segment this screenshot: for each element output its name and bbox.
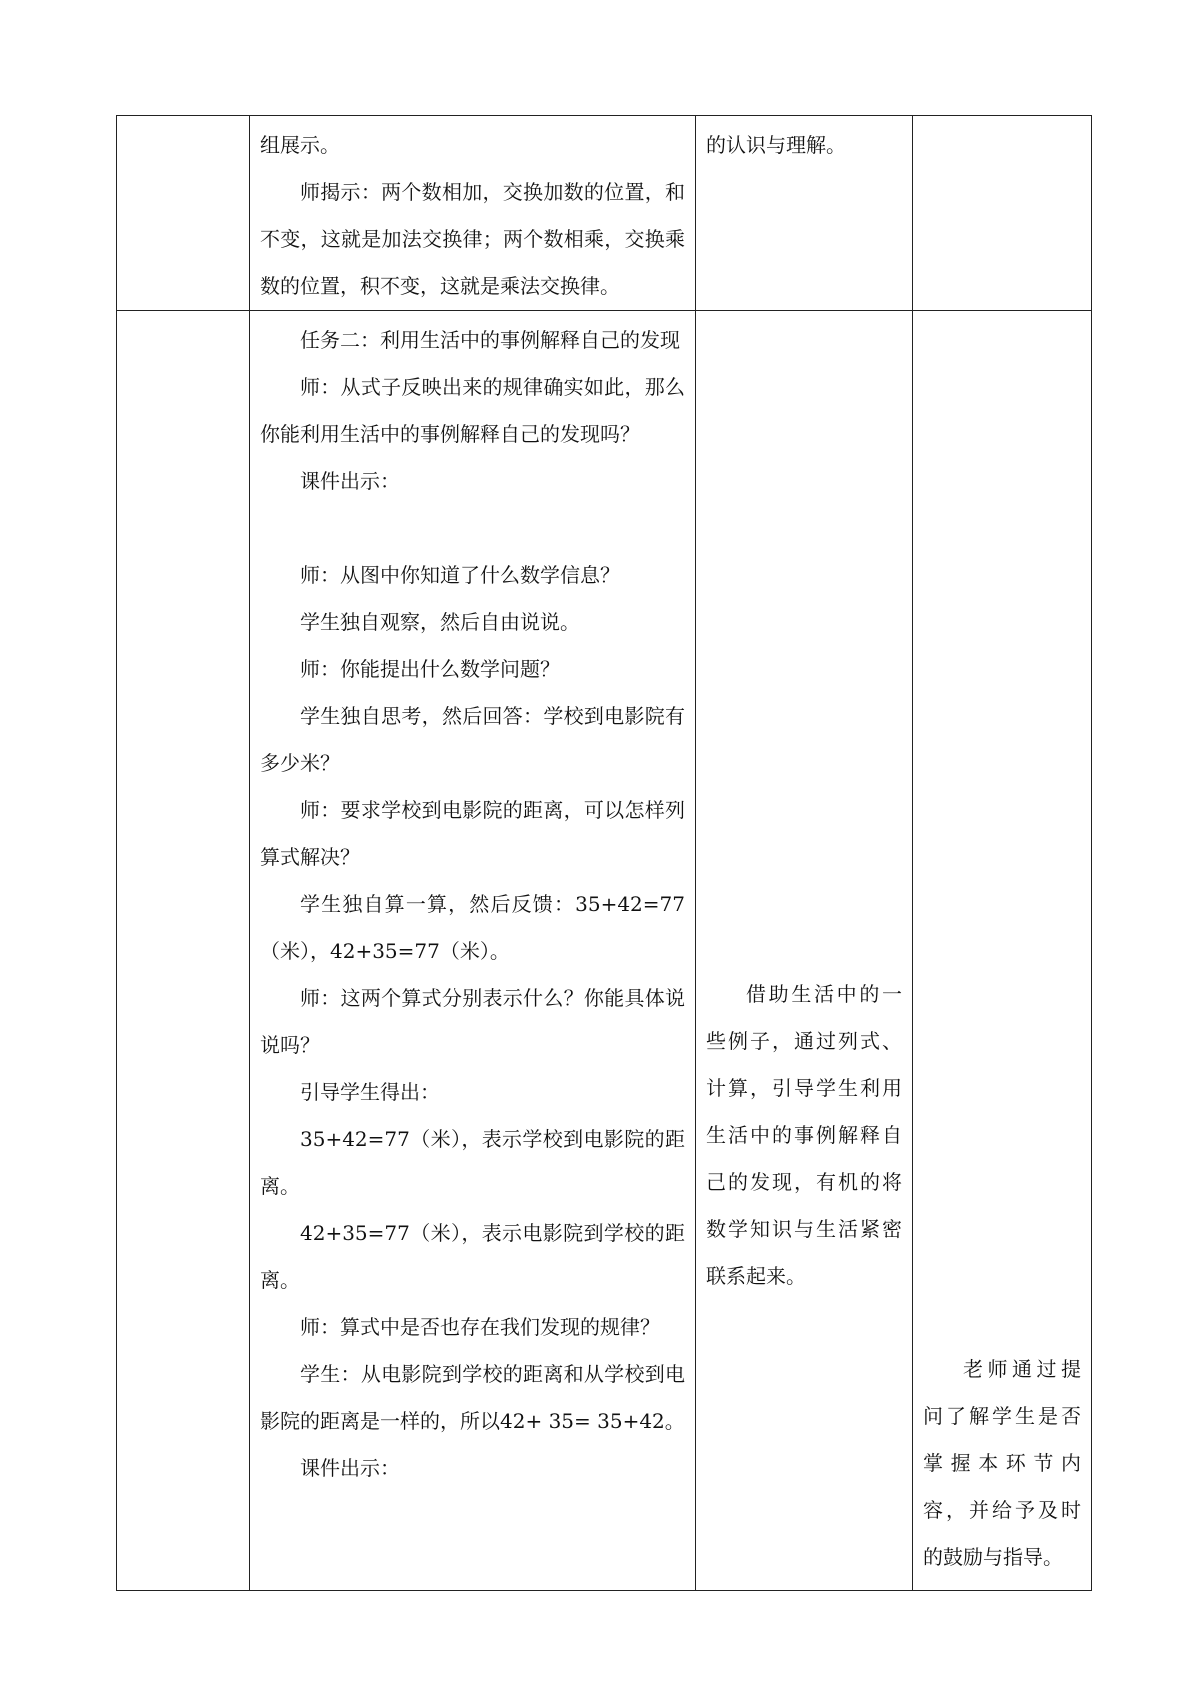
- activity-text: 42+35=77（米），表示电影院到学校的距离。: [260, 1221, 685, 1292]
- intent-cell: [696, 116, 913, 311]
- intent-text: 借助生活中的一些例子，通过列式、计算，引导学生利用生活中的事例解释自己的发现，有机的将数学知识与生活紧密联系起来。: [706, 982, 902, 1288]
- activity-text: 课件出示：: [300, 1456, 400, 1480]
- activity-text: 师：你能提出什么数学问题？: [300, 657, 560, 681]
- courseware-image-area: [260, 505, 685, 552]
- intent-cell: [696, 311, 913, 1591]
- activity-text: 35+42=77（米），表示学校到电影院的距离。: [260, 1127, 685, 1198]
- activity-text: 学生独自思考，然后回答：学校到电影院有多少米？: [260, 704, 685, 775]
- table-row: [117, 116, 1092, 311]
- activity-text: 学生独自观察，然后自由说说。: [300, 610, 580, 634]
- activity-text: 师：要求学校到电影院的距离，可以怎样列算式解决？: [260, 798, 685, 869]
- activity-text: 师：这两个算式分别表示什么？你能具体说说吗？: [260, 986, 685, 1057]
- activity-text: 组展示。: [260, 133, 340, 157]
- activity-text: 任务二：利用生活中的事例解释自己的发现: [300, 328, 680, 352]
- assessment-text: 老师通过提问了解学生是否掌握本环节内容，并给予及时的鼓励与指导。: [923, 1357, 1081, 1569]
- assessment-cell: [913, 311, 1092, 1591]
- stage-cell: [117, 311, 250, 1591]
- activity-cell: [250, 116, 696, 311]
- activity-text: 师：从图中你知道了什么数学信息？: [300, 563, 620, 587]
- assessment-cell: [913, 116, 1092, 311]
- lesson-plan-table: [116, 115, 1092, 1591]
- activity-text: 师：算式中是否也存在我们发现的规律？: [300, 1315, 660, 1339]
- intent-text: 的认识与理解。: [706, 133, 846, 157]
- activity-text: 学生独自算一算，然后反馈：35+42=77（米），42+35=77（米）。: [260, 892, 685, 963]
- activity-text: 课件出示：: [300, 469, 400, 493]
- activity-text: 师：从式子反映出来的规律确实如此，那么你能利用生活中的事例解释自己的发现吗？: [260, 375, 685, 446]
- table-row: [117, 311, 1092, 1591]
- activity-cell: [250, 311, 696, 1591]
- activity-text: 师揭示：两个数相加，交换加数的位置，和不变，这就是加法交换律；两个数相乘，交换乘数的位置，积不变，这就是乘法交换律。: [260, 180, 685, 298]
- stage-cell: [117, 116, 250, 311]
- activity-text: 引导学生得出：: [300, 1080, 440, 1104]
- activity-text: 学生：从电影院到学校的距离和从学校到电影院的距离是一样的，所以42+ 35= 35+42。: [260, 1362, 685, 1433]
